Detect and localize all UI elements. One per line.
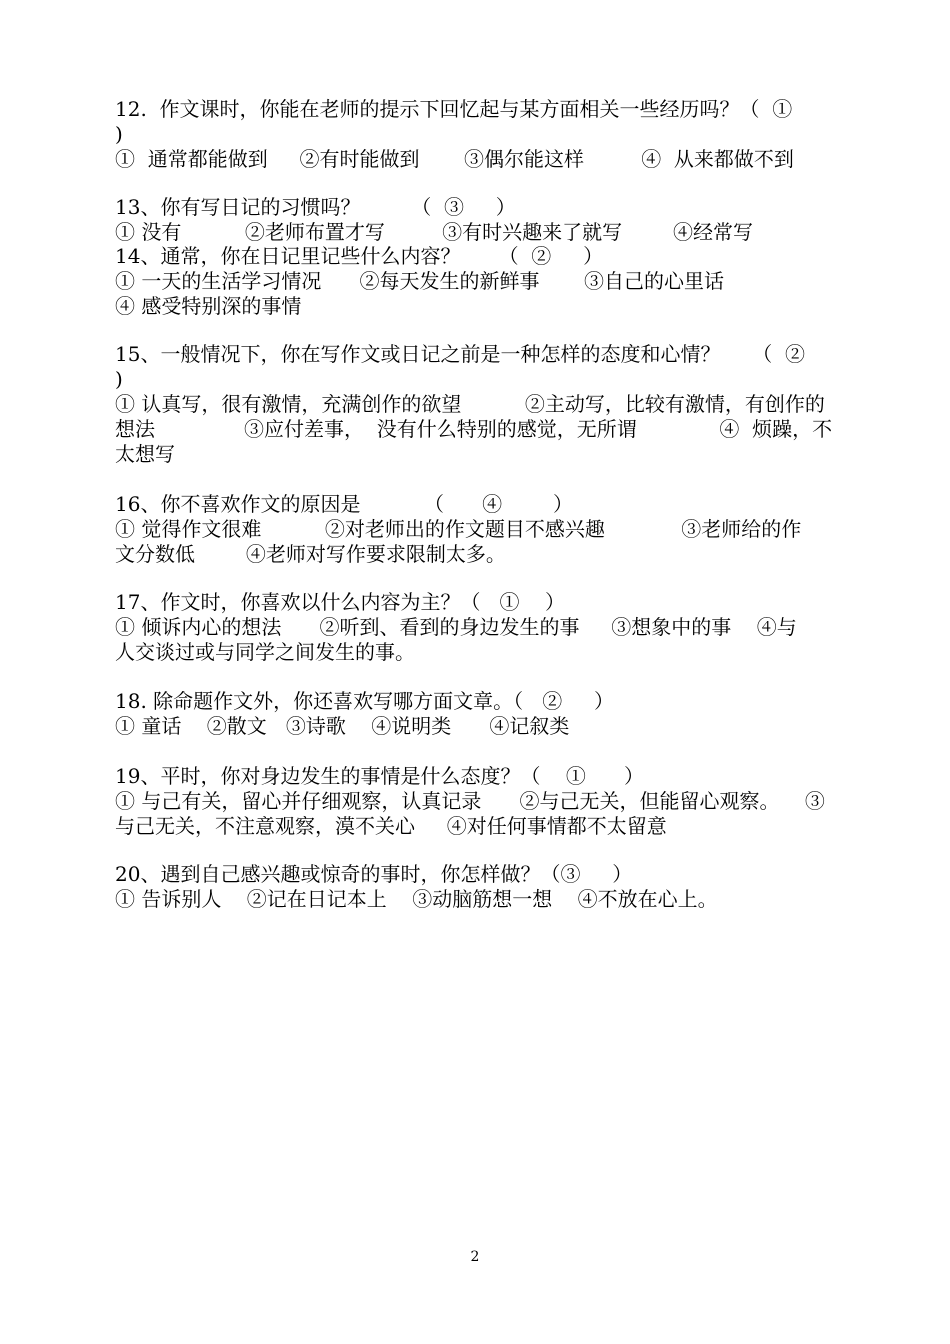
answer-options-continued: 太想写 [115,442,175,466]
question-text-continued: ) [115,367,123,391]
answer-options: ① 倾诉内心的想法 ②听到、看到的身边发生的事 ③想象中的事 ④与 [115,615,797,639]
question-text: 12. 作文课时，你能在老师的提示下回忆起与某方面相关一些经历吗？（ ① [115,97,793,121]
question-text: 15、一般情况下，你在写作文或日记之前是一种怎样的态度和心情？ （ ② [115,342,805,366]
answer-options: ① 认真写，很有激情，充满创作的欲望 ②主动写，比较有激情，有创作的 [115,392,825,416]
question-18 [115,689,865,739]
page-number: 2 [470,1249,480,1265]
question-text: 16、你不喜欢作文的原因是 （ ④ ） [115,492,574,516]
question-20 [115,862,865,912]
question-17 [115,590,865,665]
question-text: 17、作文时，你喜欢以什么内容为主？（ ① ） [115,590,565,614]
question-text: 20、遇到自己感兴趣或惊奇的事时，你怎样做？（③ ） [115,862,633,886]
question-16 [115,492,865,567]
question-14 [115,244,865,319]
question-12 [115,97,865,172]
answer-options-continued: 文分数低 ④老师对写作要求限制太多。 [115,542,506,566]
answer-options: ① 没有 ②老师布置才写 ③有时兴趣来了就写 ④经常写 [115,220,754,244]
answer-options-continued: 与己无关，不注意观察，漠不关心 ④对任何事情都不太留意 [115,814,667,838]
question-text: 18. 除命题作文外，你还喜欢写哪方面文章。（ ② ） [115,689,615,713]
question-text: 19、平时，你对身边发生的事情是什么态度？（ ① ） [115,764,645,788]
question-13 [115,195,865,245]
question-text: 13、你有写日记的习惯吗？ （ ③ ） [115,195,516,219]
question-15 [115,342,865,467]
answer-options-continued: 想法 ③应付差事， 没有什么特别的感觉，无所谓 ④ 烦躁，不 [115,417,833,441]
answer-options-continued: ④ 感受特别深的事情 [115,294,302,318]
question-19 [115,764,865,839]
answer-options: ① 童话 ②散文 ③诗歌 ④说明类 ④记叙类 [115,714,570,738]
answer-options: ① 与己有关，留心并仔细观察，认真记录 ②与己无关，但能留心观察。 ③ [115,789,825,813]
answer-options-continued: 人交谈过或与同学之间发生的事。 [115,640,415,664]
answer-options: ① 觉得作文很难 ②对老师出的作文题目不感兴趣 ③老师给的作 [115,517,802,541]
answer-options: ① 通常都能做到 ②有时能做到 ③偶尔能这样 ④ 从来都做不到 [115,147,794,171]
question-text: 14、通常，你在日记里记些什么内容？ （ ② ） [115,244,604,268]
answer-options: ① 一天的生活学习情况 ②每天发生的新鲜事 ③自己的心里话 [115,269,725,293]
answer-options: ① 告诉别人 ②记在日记本上 ③动脑筋想一想 ④不放在心上。 [115,887,718,911]
question-text-continued: ) [115,122,123,146]
